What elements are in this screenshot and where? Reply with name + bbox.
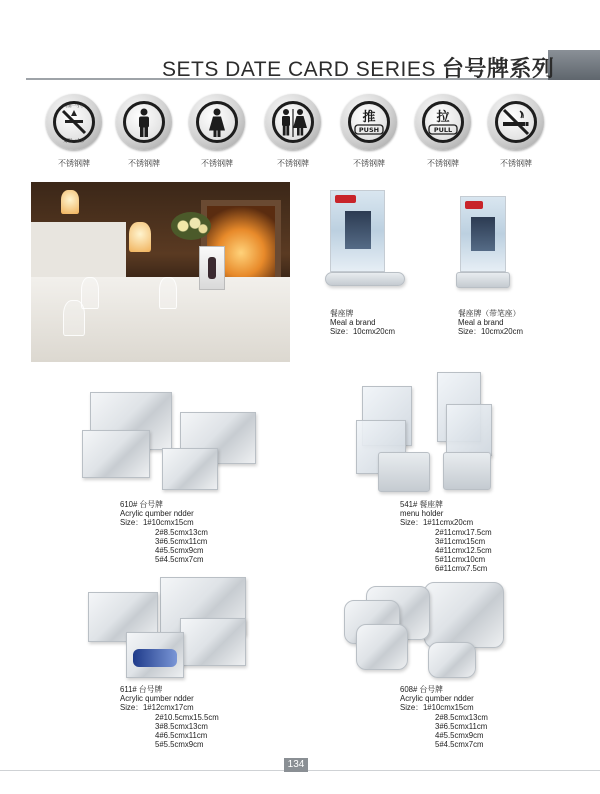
product-611-block-4	[126, 632, 184, 678]
product-541-size-4: 4#11cmx12.5cm	[435, 546, 492, 556]
male-toilet-sign-icon	[116, 94, 172, 150]
product-541-caption	[400, 500, 492, 574]
page-title-en: SETS DATE CARD SERIES	[162, 58, 436, 81]
product-608-caption	[400, 685, 488, 749]
product-608-size-1: Size：1#10cmx15cm	[400, 703, 474, 713]
product-611-size-1: Size：1#12cmx17cm	[120, 703, 194, 713]
product-610-size-2: 2#8.5cmx13cm	[155, 527, 208, 537]
product-608-name: Acrylic qumber ndder	[400, 694, 474, 704]
sign-label-3: 不锈钢牌	[201, 159, 233, 168]
menu-holder-base-1	[325, 272, 405, 286]
product-610-block-3	[82, 430, 150, 478]
product-608-size-4: 4#5.5cmx9cm	[435, 731, 484, 741]
product-541-holder-6	[443, 452, 491, 490]
product-608-size-2: 2#8.5cmx13cm	[435, 712, 488, 722]
product-611-block-3	[180, 618, 246, 666]
product-610-size-3: 3#6.5cmx11cm	[155, 536, 208, 546]
push-sign-icon	[341, 94, 397, 150]
product-611-size-4: 4#6.5cmx11cm	[155, 731, 208, 741]
menu-caption-2-zh: 餐座牌（带笔座）	[458, 309, 521, 318]
sign-label-7: 不锈钢牌	[500, 159, 532, 168]
product-541-name: menu holder	[400, 509, 444, 519]
product-611-size-2: 2#10.5cmx15.5cm	[155, 712, 219, 722]
pull-sign-en: PULL	[433, 126, 453, 135]
product-541-model: 541# 餐座牌	[400, 500, 443, 509]
menu-holder-photo-1	[330, 190, 385, 272]
menu-caption-1	[330, 309, 395, 337]
title-tab-decoration	[548, 50, 600, 80]
menu-caption-1-size: Size：10cmx20cm	[330, 327, 395, 337]
menu-holder-base-2	[456, 272, 510, 288]
product-610-size-1: Size：1#10cmx15cm	[120, 518, 194, 528]
product-608-block-1	[424, 582, 504, 648]
product-611-name: Acrylic qumber ndder	[120, 694, 194, 704]
product-608-block-5	[428, 642, 476, 678]
product-541-size-5: 5#11cmx10cm	[435, 555, 486, 565]
menu-caption-2-size: Size：10cmx20cm	[458, 327, 523, 337]
product-611-caption	[120, 685, 219, 749]
pull-sign-zh: 拉	[436, 110, 450, 125]
product-611-model: 611# 台号牌	[120, 685, 163, 694]
restaurant-table-photo	[31, 182, 290, 362]
product-610-size-4: 4#5.5cmx9cm	[155, 546, 204, 556]
product-541-holder-4	[446, 404, 492, 456]
product-608-block-4	[356, 624, 408, 670]
female-toilet-sign-icon	[189, 94, 245, 150]
page-title	[162, 52, 554, 83]
menu-holder-photo-2	[460, 196, 506, 272]
product-541-size-1: Size：1#11cmx20cm	[400, 518, 474, 528]
product-608-model: 608# 台号牌	[400, 685, 443, 694]
sign-top-text: 向前一小步	[62, 104, 86, 109]
page-number: 134	[284, 758, 308, 772]
product-611-size-5: 5#5.5cmx9cm	[155, 740, 204, 750]
menu-caption-1-zh: 餐座牌	[330, 309, 354, 318]
sign-label-4: 不锈钢牌	[277, 159, 309, 168]
page-title-zh: 台号牌系列	[441, 56, 555, 81]
product-541-holder-5	[378, 452, 430, 492]
sign-label-2: 不锈钢牌	[128, 159, 160, 168]
unisex-toilet-sign-icon	[265, 94, 321, 150]
product-610-caption	[120, 500, 208, 564]
product-610-name: Acrylic qumber ndder	[120, 509, 194, 519]
product-541-size-3: 3#11cmx15cm	[435, 536, 486, 546]
product-608-size-3: 3#6.5cmx11cm	[435, 721, 488, 731]
menu-caption-2	[458, 309, 523, 337]
sign-bottom-text: 文明一大步	[62, 139, 86, 144]
push-sign-zh: 推	[362, 110, 376, 125]
product-541-size-6: 6#11cmx7.5cm	[435, 564, 488, 574]
no-smoking-arrow-sign-icon	[46, 94, 102, 150]
menu-caption-2-en: Meal a brand	[458, 318, 504, 328]
product-611-size-3: 3#8.5cmx13cm	[155, 721, 208, 731]
no-smoking-sign-icon	[488, 94, 544, 150]
pull-sign-icon	[415, 94, 471, 150]
push-sign-en: PUSH	[358, 126, 380, 135]
product-610-model: 610# 台号牌	[120, 500, 163, 509]
product-541-size-2: 2#11cmx17.5cm	[435, 527, 492, 537]
menu-caption-1-en: Meal a brand	[330, 318, 376, 328]
product-610-size-5: 5#4.5cmx7cm	[155, 555, 204, 565]
sign-label-6: 不锈钢牌	[427, 159, 459, 168]
product-608-size-5: 5#4.5cmx7cm	[435, 740, 484, 750]
sign-label-5: 不锈钢牌	[353, 159, 385, 168]
sign-label-1: 不锈钢牌	[58, 159, 90, 168]
product-610-block-4	[162, 448, 218, 490]
table-menu-card	[199, 246, 225, 290]
